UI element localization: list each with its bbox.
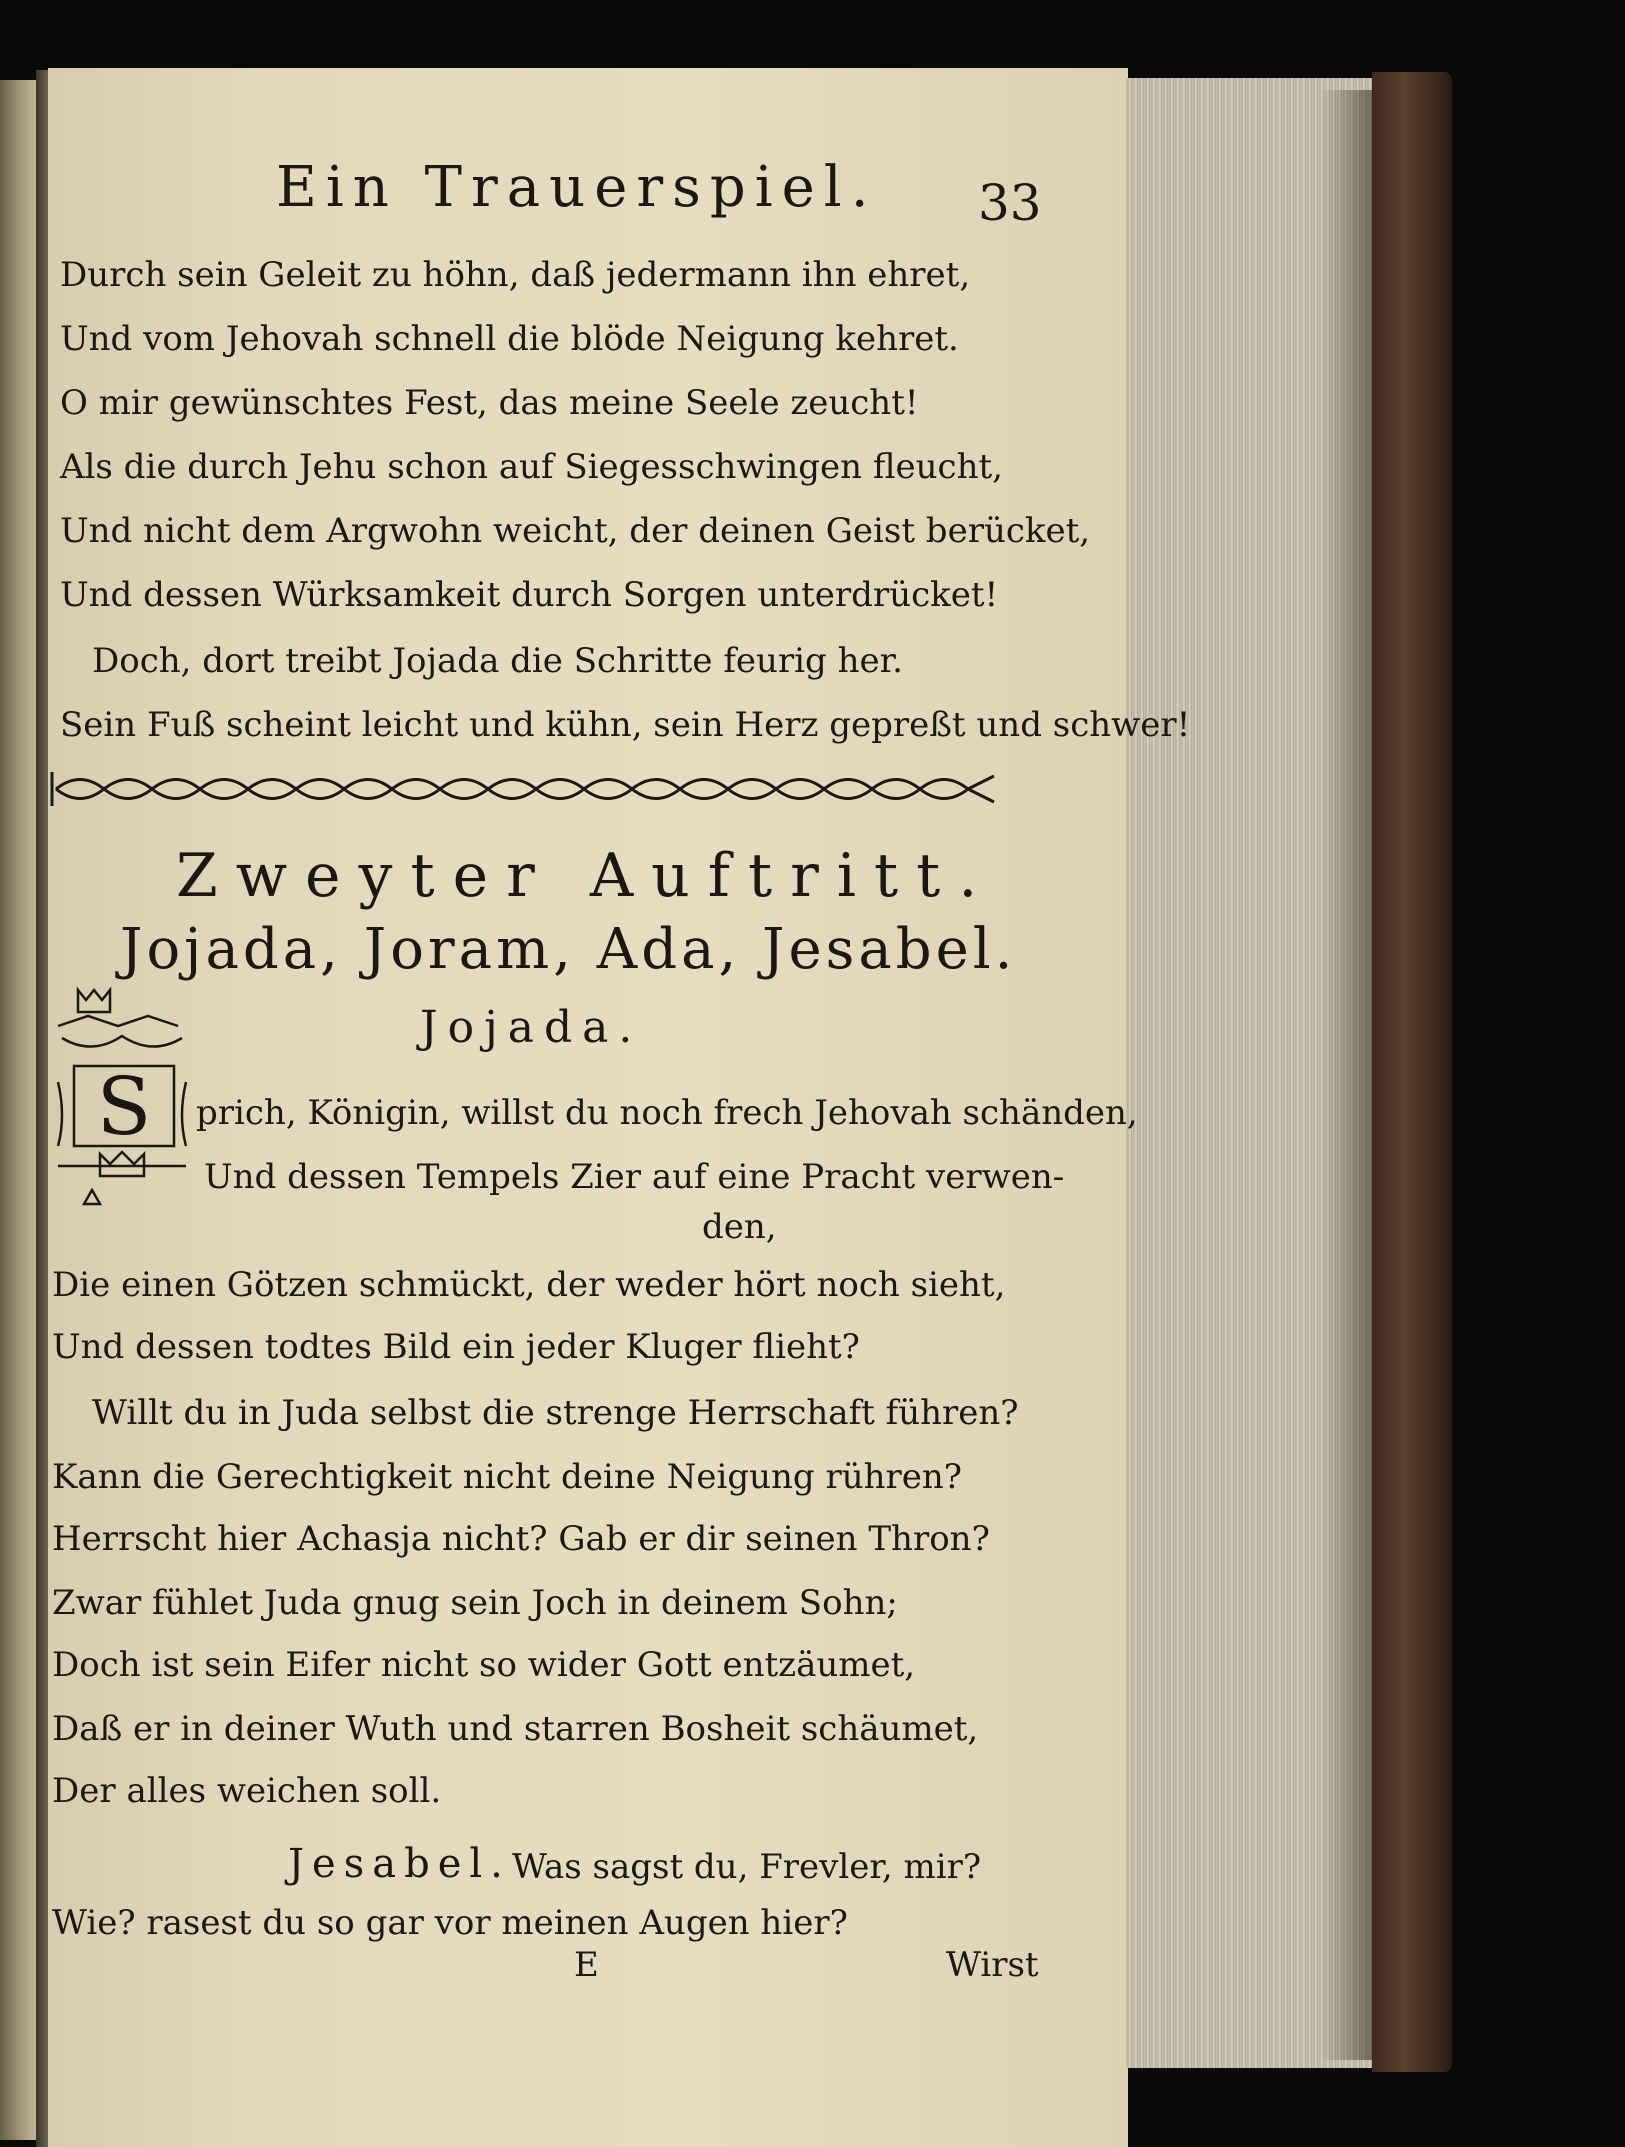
running-head: Ein Trauerspiel. xyxy=(276,155,878,220)
verse-line: O mir gewünschtes Fest, das meine Seele zeucht! xyxy=(60,383,919,423)
speech-line: Wie? rasest du so gar vor meinen Augen hier? xyxy=(52,1903,848,1943)
speech-line: Die einen Götzen schmückt, der weder hört noch sieht, xyxy=(52,1265,1006,1305)
catchword: Wirst xyxy=(946,1945,1039,1985)
verse-line: Durch sein Geleit zu höhn, daß jedermann ihn ehret, xyxy=(60,255,971,295)
signature-mark: E xyxy=(574,1945,599,1985)
verse-line: Sein Fuß scheint leicht und kühn, sein Herz gepreßt und schwer! xyxy=(60,705,1191,745)
speech-line: Und dessen todtes Bild ein jeder Kluger flieht? xyxy=(52,1327,860,1367)
speech-line: Doch ist sein Eifer nicht so wider Gott entzäumet, xyxy=(52,1645,916,1685)
drop-cap-letter: S xyxy=(96,1060,152,1153)
speech-line: Der alles weichen soll. xyxy=(52,1771,442,1811)
speech-line: Herrscht hier Achasja nicht? Gab er dir seinen Thron? xyxy=(52,1519,990,1559)
speaker-name: Jojada. xyxy=(420,1002,643,1053)
speech-line: Und dessen Tempels Zier auf eine Pracht verwen- xyxy=(204,1157,1065,1197)
verse-line: Und dessen Würksamkeit durch Sorgen unterdrücket! xyxy=(60,575,999,615)
cast-list: Jojada, Joram, Ada, Jesabel. xyxy=(120,917,1017,982)
speaker-name: Jesabel. xyxy=(288,1841,511,1887)
ornamental-rule xyxy=(50,768,1000,810)
verse-line: Und nicht dem Argwohn weicht, der deinen Geist berücket, xyxy=(60,511,1091,551)
book-cover-edge xyxy=(1372,72,1452,2072)
speech-line: Willt du in Juda selbst die strenge Herrschaft führen? xyxy=(92,1393,1019,1433)
page-number: 33 xyxy=(978,174,1042,232)
speech-line: Zwar fühlet Juda gnug sein Joch in deinem Sohn; xyxy=(52,1583,898,1623)
decorated-initial xyxy=(52,986,192,1216)
fore-edge-shadow xyxy=(1320,90,1380,2060)
scene-title: Zweyter Auftritt. xyxy=(176,841,996,911)
verse-line: Und vom Jehovah schnell die blöde Neigung kehret. xyxy=(60,319,959,359)
initial-ornament-icon xyxy=(52,986,192,1216)
verse-line: Als die durch Jehu schon auf Siegesschwingen fleucht, xyxy=(60,447,1003,487)
verse-line: Doch, dort treibt Jojada die Schritte feurig her. xyxy=(92,641,903,681)
speech-line: prich, Königin, willst du noch frech Jehovah schänden, xyxy=(196,1093,1138,1133)
speech-line: Daß er in deiner Wuth und starren Bosheit schäumet, xyxy=(52,1709,979,1749)
speech-line: Kann die Gerechtigkeit nicht deine Neigung rühren? xyxy=(52,1457,962,1497)
speech-line: Was sagst du, Frevler, mir? xyxy=(512,1847,982,1887)
speech-line: den, xyxy=(702,1207,777,1247)
